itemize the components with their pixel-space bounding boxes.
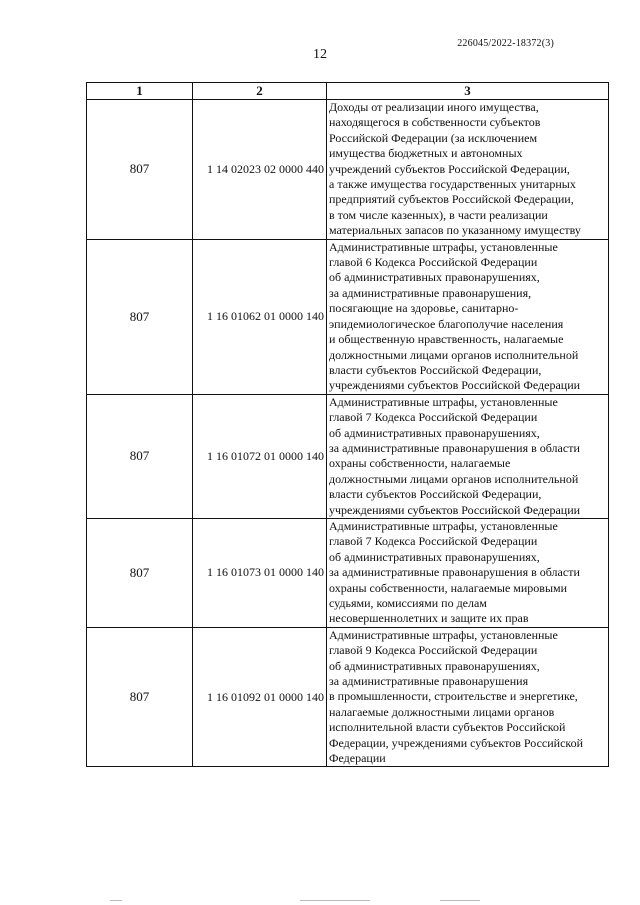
description-cell (327, 518, 609, 627)
admin-code-cell: 807 (87, 394, 193, 518)
description-line: Российской Федерации (за исключением (329, 130, 538, 145)
description-line: Федерации (329, 751, 386, 766)
description-line: и общественную нравственность, налагаемые (329, 332, 564, 347)
description-line: а также имущества государственных унитарных (329, 177, 576, 192)
budget-code-cell: 1 14 02023 02 0000 440 (193, 100, 327, 240)
description-line: предприятий субъектов Российской Федерации, (329, 192, 574, 207)
budget-code-cell: 1 16 01062 01 0000 140 (193, 239, 327, 394)
budget-code-cell: 1 16 01092 01 0000 140 (193, 627, 327, 767)
table-row (87, 394, 609, 518)
column-header-1: 1 (87, 83, 193, 100)
description-line: Административные штрафы, установленные (329, 239, 558, 254)
admin-code-cell: 807 (87, 627, 193, 767)
description-line: об административных правонарушениях, (329, 658, 540, 673)
budget-code-cell: 1 16 01073 01 0000 140 (193, 518, 327, 627)
table-row (87, 100, 609, 240)
description-cell (327, 100, 609, 240)
description-line: об административных правонарушениях, (329, 549, 540, 564)
description-line: исполнительной власти субъектов Российской (329, 720, 566, 735)
description-line: главой 9 Кодекса Российской Федерации (329, 643, 538, 658)
description-line: находящегося в собственности субъектов (329, 115, 541, 130)
description-line: об административных правонарушениях, (329, 270, 540, 285)
column-header-3: 3 (327, 83, 609, 100)
description-line: за административные правонарушения (329, 674, 529, 689)
page-number: 12 (313, 47, 327, 62)
budget-code-cell: 1 16 01072 01 0000 140 (193, 394, 327, 518)
description-line: охраны собственности, налагаемые (329, 456, 511, 471)
description-line: Доходы от реализации иного имущества, (329, 100, 539, 114)
description-line: Административные штрафы, установленные (329, 627, 558, 642)
description-line: за административные правонарушения в области (329, 565, 580, 580)
description-line: посягающие на здоровье, санитарно- (329, 301, 519, 316)
description-line: Административные штрафы, установленные (329, 394, 558, 409)
table-row (87, 518, 609, 627)
table-row (87, 239, 609, 394)
admin-code-cell: 807 (87, 100, 193, 240)
description-line: налагаемые должностными лицами органов (329, 704, 555, 719)
description-line: за административные правонарушения, (329, 285, 532, 300)
revenue-codes-table (86, 82, 609, 767)
description-line: об административных правонарушениях, (329, 425, 540, 440)
description-line: главой 7 Кодекса Российской Федерации (329, 534, 538, 549)
description-cell (327, 394, 609, 518)
description-line: материальных запасов по указанному имуществу (329, 223, 581, 238)
description-cell (327, 627, 609, 767)
description-line: в том числе казенных), в части реализации (329, 207, 548, 222)
description-line: за административные правонарушения в области (329, 440, 580, 455)
description-line: главой 6 Кодекса Российской Федерации (329, 255, 538, 270)
description-line: учреждениями субъектов Российской Федерации (329, 378, 581, 393)
description-line: несовершеннолетних и защите их прав (329, 611, 529, 626)
admin-code-cell: 807 (87, 518, 193, 627)
scan-edge-marks (0, 895, 640, 901)
document-id: 226045/2022-18372(3) (457, 38, 554, 49)
description-line: имущества бюджетных и автономных (329, 146, 523, 161)
description-line: главой 7 Кодекса Российской Федерации (329, 410, 538, 425)
description-line: должностными лицами органов исполнительной (329, 347, 579, 362)
description-line: Административные штрафы, установленные (329, 518, 558, 533)
description-line: в промышленности, строительстве и энергетике, (329, 689, 578, 704)
description-line: учреждений субъектов Российской Федерации, (329, 161, 570, 176)
column-header-2: 2 (193, 83, 327, 100)
description-line: власти субъектов Российской Федерации, (329, 487, 542, 502)
table-header-row (87, 83, 609, 100)
description-line: эпидемиологическое благополучие населения (329, 316, 564, 331)
description-cell (327, 239, 609, 394)
description-line: Федерации, учреждениями субъектов Российской (329, 735, 584, 750)
description-line: власти субъектов Российской Федерации, (329, 362, 542, 377)
admin-code-cell: 807 (87, 239, 193, 394)
description-line: должностными лицами органов исполнительной (329, 471, 579, 486)
description-line: охраны собственности, налагаемые мировыми (329, 580, 568, 595)
description-line: судьями, комиссиями по делам (329, 596, 487, 610)
description-line: учреждениями субъектов Российской Федерации (329, 502, 581, 517)
table-row (87, 627, 609, 767)
